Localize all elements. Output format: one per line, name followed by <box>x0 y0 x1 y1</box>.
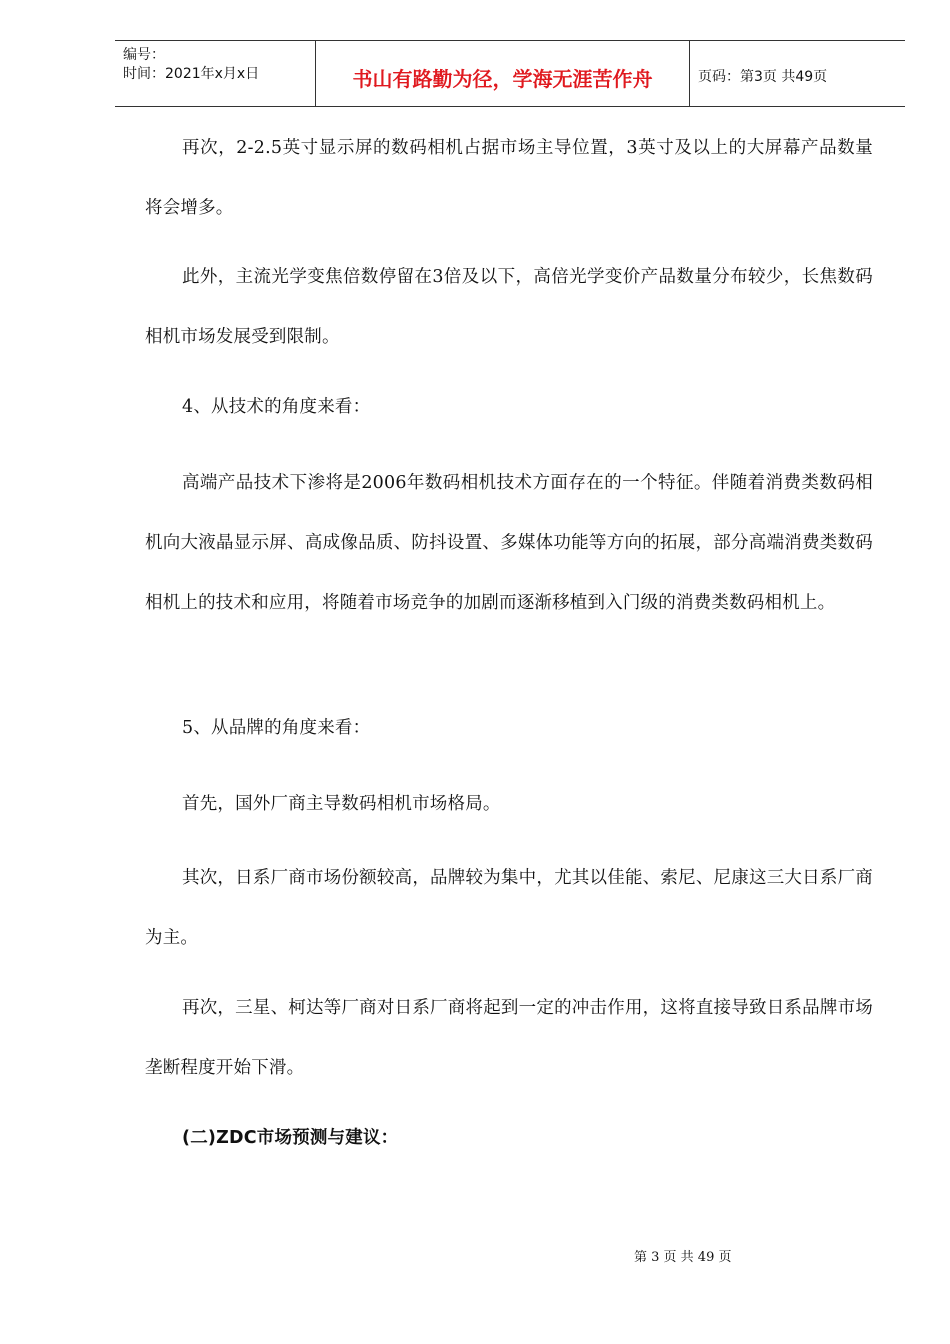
paragraph-optical-zoom: 此外，主流光学变焦倍数停留在3倍及以下，高倍光学变价产品数量分布较少，长焦数码相机市场发展受到限制。 <box>145 267 873 347</box>
section-heading-zdc-forecast: (二)ZDC市场预测与建议： <box>182 1128 399 1148</box>
page-footer: 第 3 页 共 49 页 <box>634 1250 732 1265</box>
paragraph-screen-size: 再次，2-2.5英寸显示屏的数码相机占据市场主导位置，3英寸及以上的大屏幕产品数量将会增多。 <box>145 138 873 218</box>
header-motto-cell <box>316 41 690 106</box>
header-page-number: 页码：第3页 共49页 <box>698 69 828 85</box>
paragraph-technology: 高端产品技术下渗将是2006年数码相机技术方面存在的一个特征。伴随着消费类数码相机向大液晶显示屏、高成像品质、防抖设置、多媒体功能等方向的拓展，部分高端消费类数码相机上的技术和应用，将随着市场竞争的加剧而逐渐移植到入门级的消费类数码相机上。 <box>145 473 873 613</box>
section-heading-brand: 5、从品牌的角度来看： <box>182 718 371 738</box>
page-header <box>115 40 905 107</box>
paragraph-brand-first: 首先，国外厂商主导数码相机市场格局。 <box>182 794 501 814</box>
time-label: 时间：2021年x月x日 <box>123 66 260 82</box>
header-meta-cell <box>115 41 316 106</box>
section-heading-technology: 4、从技术的角度来看： <box>182 397 371 417</box>
paragraph-brand-third: 再次，三星、柯达等厂商对日系厂商将起到一定的冲击作用，这将直接导致日系品牌市场垄断程度开始下滑。 <box>145 998 873 1078</box>
header-motto: 书山有路勤为径，学海无涯苦作舟 <box>352 67 653 91</box>
serial-number-label: 编号： <box>123 47 165 63</box>
paragraph-brand-second: 其次，日系厂商市场份额较高，品牌较为集中，尤其以佳能、索尼、尼康这三大日系厂商为主。 <box>145 868 873 948</box>
header-page-cell <box>690 41 905 106</box>
